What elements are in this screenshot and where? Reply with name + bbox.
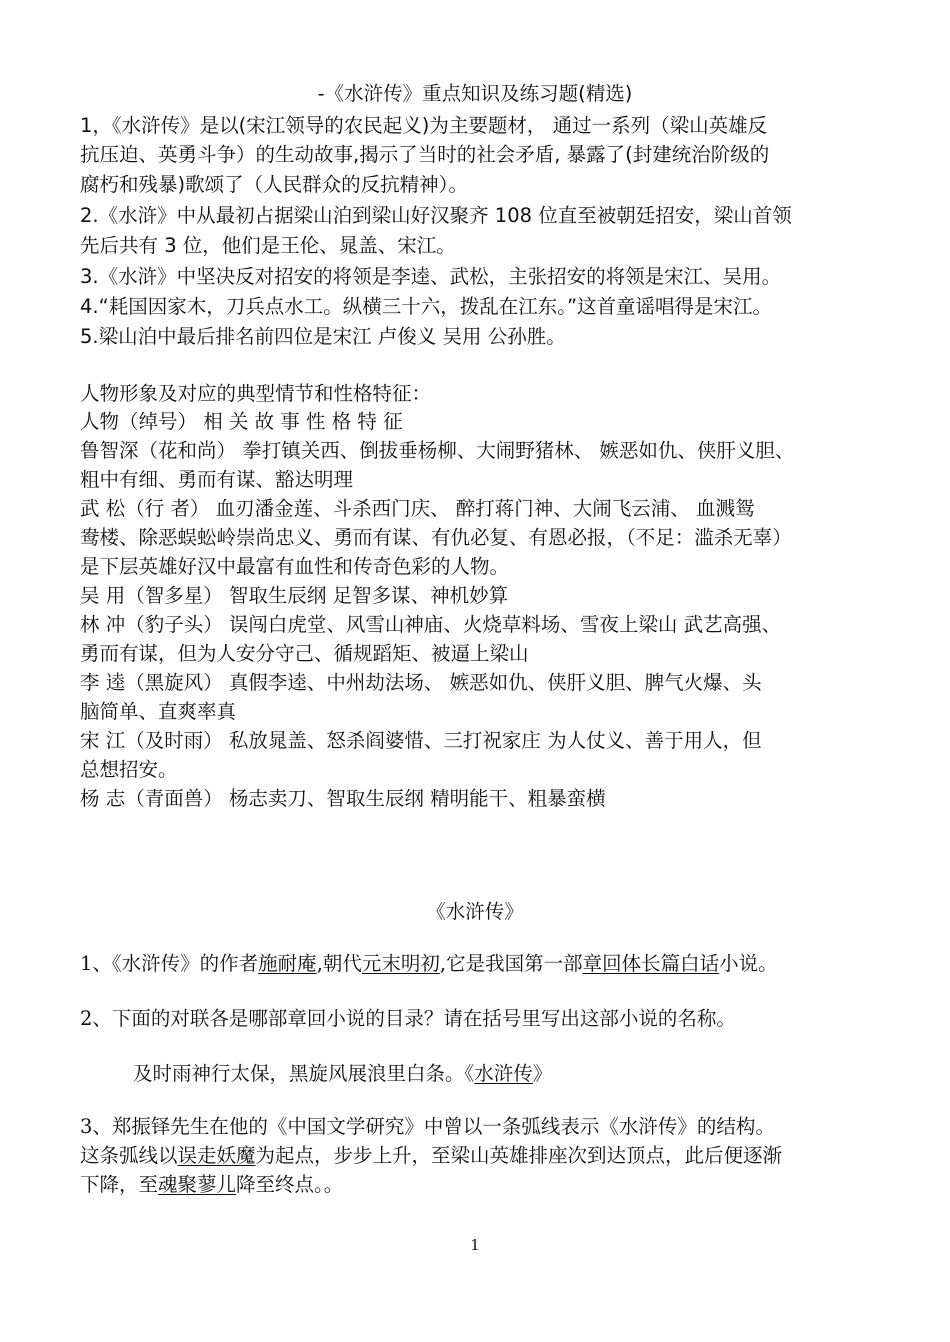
- question-text: 下降，至: [80, 1173, 159, 1196]
- paragraph-line: 1，《水浒传》是以(宋江领导的农民起义)为主要题材， 通过一系列（梁山英雄反: [80, 114, 768, 137]
- couplet-line: [133, 1062, 552, 1086]
- character-line: 杨 志（青面兽） 杨志卖刀、智取生辰纲 精明能干、粗暴蛮横: [80, 787, 606, 810]
- document-title: -《水浒传》重点知识及练习题(精选): [317, 82, 633, 105]
- character-line: 宋 江（及时雨） 私放晁盖、怒杀阎婆惜、三打祝家庄 为人仗义、善于用人，但: [80, 729, 762, 752]
- character-line: 勇而有谋，但为人安分守己、循规蹈矩、被逼上梁山: [80, 642, 529, 665]
- character-line: 武 松（行 者） 血刃潘金莲、斗杀西门庆、 醉打蒋门神、大闹飞云浦、 血溅鸳: [80, 497, 755, 520]
- paragraph-line: 4.“耗国因家木，刀兵点水工。纵横三十六，拨乱在江东。”这首童谣唱得是宋江。: [80, 295, 773, 318]
- paragraph-line: 先后共有 3 位，他们是王伦、晁盖、宋江。: [80, 234, 456, 257]
- question-text: 1、《水浒传》的作者: [80, 952, 259, 975]
- question-2: 2、下面的对联各是哪部章回小说的目录？请在括号里写出这部小说的名称。: [80, 1007, 736, 1030]
- question-3-line: [80, 1144, 782, 1168]
- question-text: ,朝代: [316, 952, 362, 975]
- character-line: 鸯楼、除恶蜈蚣岭崇尚忠义、勇而有谋、有仇必复、有恩必报，（不足：滥杀无辜）: [80, 526, 792, 549]
- answer-start: 误走妖魔: [177, 1144, 256, 1167]
- character-line: 是下层英雄好汉中最富有血性和传奇色彩的人物。: [80, 555, 510, 578]
- answer-dynasty: 元末明初: [361, 952, 440, 975]
- question-3-line: [80, 1173, 343, 1197]
- section-heading: 人物形象及对应的典型情节和性格特征：: [80, 382, 432, 405]
- character-line: 林 冲（豹子头） 误闯白虎堂、风雪山神庙、火烧草料场、雪夜上梁山 武艺高强、: [80, 613, 782, 636]
- character-line: 粗中有细、勇而有谋、豁达明理: [80, 468, 354, 491]
- character-line: 总想招安。: [80, 758, 178, 781]
- answer-author: 施耐庵: [258, 952, 317, 975]
- question-text: 为起点，步步上升，至梁山英雄排座次到达顶点，此后便逐渐: [255, 1144, 783, 1167]
- character-line: 吴 用（智多星） 智取生辰纲 足智多谋、神机妙算: [80, 584, 509, 607]
- couplet-text: 及时雨神行太保，黑旋风展浪里白条。《: [133, 1062, 475, 1085]
- character-line: 鲁智深（花和尚） 拳打镇关西、倒拔垂杨柳、大闹野猪林、 嫉恶如仇、侠肝义胆、: [80, 439, 795, 462]
- paragraph-line: 3.《水浒》中坚决反对招安的将领是李逵、武松，主张招安的将领是宋江、吴用。: [80, 265, 782, 288]
- question-1: [80, 952, 778, 976]
- answer-novel: 水浒传: [474, 1062, 533, 1085]
- character-line: 脑简单、直爽率真: [80, 700, 237, 723]
- page-number: 1: [470, 1236, 480, 1254]
- question-text: ,它是我国第一部: [439, 952, 583, 975]
- question-text: 小说。: [719, 952, 778, 975]
- paragraph-line: 腐朽和残暴)歌颂了（人民群众的反抗精神）。: [80, 173, 468, 196]
- question-3-line: 3、郑振铎先生在他的《中国文学研究》中曾以一条弧线表示《水浒传》的结构。: [80, 1115, 775, 1138]
- question-text: 降至终点。。: [236, 1173, 344, 1196]
- character-table-header: 人物（绰号） 相 关 故 事 性 格 特 征: [80, 410, 403, 433]
- paragraph-line: 5.梁山泊中最后排名前四位是宋江 卢俊义 吴用 公孙胜。: [80, 325, 566, 348]
- paragraph-line: 2.《水浒》中从最初占据梁山泊到梁山好汉聚齐 108 位直至被朝廷招安，梁山首领: [80, 204, 792, 227]
- character-line: 李 逵（黑旋风） 真假李逵、中州劫法场、 嫉恶如仇、侠肝义胆、脾气火爆、头: [80, 671, 762, 694]
- couplet-close: 》: [532, 1062, 553, 1085]
- section-title: 《水浒传》: [426, 900, 524, 923]
- paragraph-line: 抗压迫、英勇斗争）的生动故事,揭示了当时的社会矛盾, 暴露了(封建统治阶级的: [80, 143, 770, 166]
- answer-genre: 章回体长篇白话: [582, 952, 720, 975]
- answer-end: 魂聚蓼儿: [158, 1173, 237, 1196]
- question-text: 这条弧线以: [80, 1144, 178, 1167]
